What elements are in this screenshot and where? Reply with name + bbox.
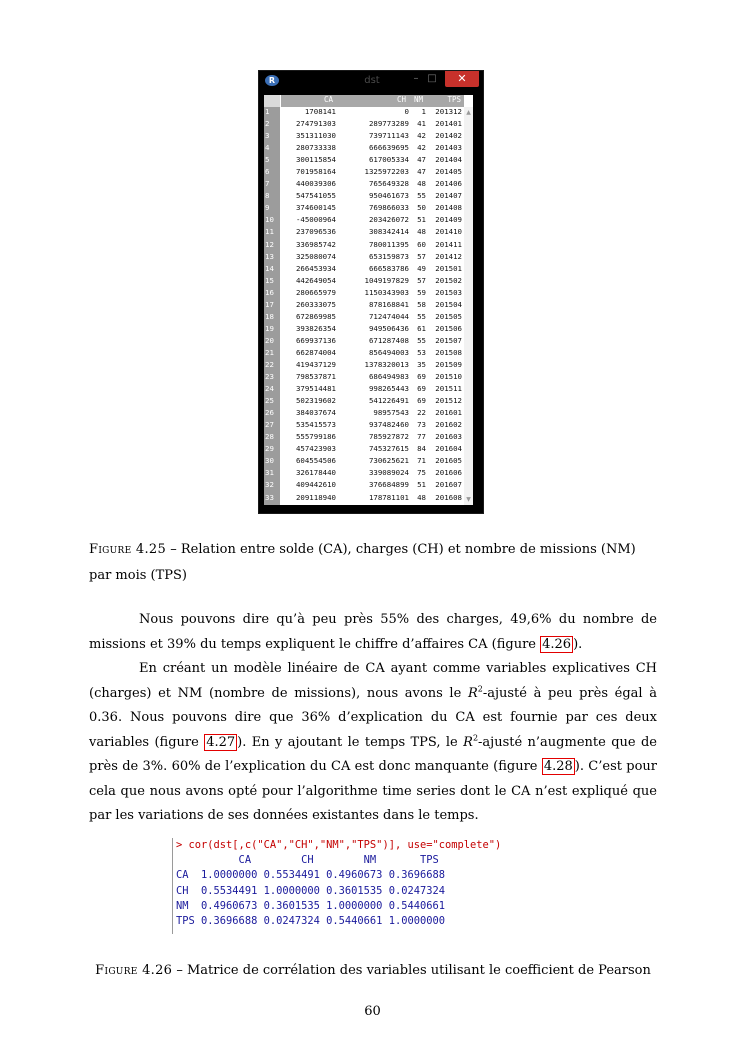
cell-tps: 201605 — [435, 456, 462, 466]
cell-ca: 604554506 — [295, 456, 336, 466]
row-number: 9 — [264, 203, 280, 215]
column-header-tps[interactable]: TPS — [426, 95, 464, 107]
cell-ca: 300115854 — [295, 155, 336, 165]
cell-ch: 937482460 — [368, 420, 409, 430]
text-run: ). C’est pour cela que nous avons opté pour l’algorithme time series dont le CA n’est expliqué que par les variations de ses données existantes dans le temps. — [89, 759, 658, 823]
cell-ch: 541226491 — [368, 396, 409, 406]
paragraph — [89, 608, 657, 657]
column-header-nm[interactable]: NM — [409, 95, 426, 107]
cell-ch: 712474044 — [368, 311, 409, 321]
cell-tps: 201402 — [435, 131, 462, 141]
row-number: 10 — [264, 215, 280, 227]
table-row[interactable] — [264, 372, 473, 384]
table-row[interactable] — [264, 167, 473, 179]
row-number: 3 — [264, 131, 280, 143]
cell-ca: 274791303 — [295, 119, 336, 129]
table-row[interactable] — [264, 493, 473, 505]
row-number: 1 — [264, 107, 280, 119]
cell-nm: 61 — [417, 323, 426, 333]
cell-ch: 666639695 — [368, 143, 409, 153]
cell-ca: 798537871 — [295, 372, 336, 382]
table-row[interactable] — [264, 107, 473, 119]
cell-nm: 57 — [417, 251, 426, 261]
cell-nm: 60 — [417, 239, 426, 249]
cell-tps: 201503 — [435, 287, 462, 297]
cell-nm: 53 — [417, 347, 426, 357]
table-row[interactable] — [264, 252, 473, 264]
figure-ref-link[interactable]: 4.28 — [543, 759, 573, 774]
cell-tps: 201508 — [435, 347, 462, 357]
table-row[interactable] — [264, 203, 473, 215]
cell-ch: 376684899 — [368, 480, 409, 490]
cell-ch: 785927872 — [368, 432, 409, 442]
table-row[interactable] — [264, 215, 473, 227]
table-row[interactable] — [264, 312, 473, 324]
cell-tps: 201606 — [435, 468, 462, 478]
row-number: 33 — [264, 493, 280, 505]
cell-nm: 1 — [421, 107, 426, 116]
text-run: En créant un modèle linéaire de CA ayant comme variables explicatives CH (charges) et NM (nombre de missions), nous avons le — [89, 661, 657, 701]
table-row[interactable] — [264, 468, 473, 480]
text-run: -ajusté à peu près égal à 0.36. Nous pouvons dire que 36% d’explication du CA est fournie par ces deux variables (figure — [89, 685, 657, 750]
window-titlebar[interactable] — [259, 71, 483, 91]
cell-tps: 201510 — [435, 372, 462, 382]
row-number: 11 — [264, 227, 280, 239]
scroll-up-icon[interactable]: ▲ — [466, 109, 471, 116]
cell-ch: 856494003 — [368, 347, 409, 357]
cell-ca: 280665979 — [295, 287, 336, 297]
table-row[interactable] — [264, 264, 473, 276]
cell-tps: 201507 — [435, 335, 462, 345]
cell-nm: 42 — [417, 131, 426, 141]
text-run: ). En y ajoutant le temps TPS, le — [237, 734, 464, 750]
cell-ca: -45000964 — [295, 215, 336, 225]
cell-tps: 201502 — [435, 275, 462, 285]
cell-ch: 653159873 — [368, 251, 409, 261]
cell-ca: 547541055 — [295, 191, 336, 201]
cell-tps: 201504 — [435, 299, 462, 309]
row-number: 17 — [264, 300, 280, 312]
cell-tps: 201404 — [435, 155, 462, 165]
row-number: 32 — [264, 480, 280, 492]
table-row[interactable] — [264, 179, 473, 191]
table-row[interactable] — [264, 480, 473, 492]
window-title: dst — [364, 75, 380, 86]
cell-nm: 51 — [417, 215, 426, 225]
cell-ca: 662874004 — [295, 347, 336, 357]
cell-nm: 69 — [417, 372, 426, 382]
vertical-scrollbar[interactable] — [464, 107, 473, 505]
row-number: 5 — [264, 155, 280, 167]
row-number: 27 — [264, 420, 280, 432]
cell-ch: 0 — [404, 107, 409, 116]
cell-ch: 308342414 — [368, 227, 409, 237]
cell-nm: 49 — [417, 263, 426, 273]
table-row[interactable] — [264, 396, 473, 408]
cell-tps: 201608 — [435, 492, 462, 502]
cell-tps: 201604 — [435, 444, 462, 454]
cell-ch: 666583786 — [368, 263, 409, 273]
cell-ch: 998265443 — [368, 384, 409, 394]
row-number: 4 — [264, 143, 280, 155]
cell-nm: 73 — [417, 420, 426, 430]
cell-ca: 457423903 — [295, 444, 336, 454]
cell-ca: 384037674 — [295, 408, 336, 418]
row-number: 20 — [264, 336, 280, 348]
table-row[interactable] — [264, 191, 473, 203]
cell-ca: 502319602 — [295, 396, 336, 406]
column-header-ca[interactable]: CA — [281, 95, 336, 107]
figure-ref-link[interactable]: 4.27 — [206, 734, 236, 750]
cell-ch: 98957543 — [373, 408, 409, 418]
caption-text: – Relation entre solde (CA), charges (CH) et nombre de missions (NM) par mois (TPS) — [89, 542, 636, 583]
cell-ch: 686494983 — [368, 372, 409, 382]
row-number: 12 — [264, 240, 280, 252]
cell-ca: 535415573 — [295, 420, 336, 430]
r-console-output — [172, 838, 572, 934]
cell-tps: 201506 — [435, 323, 462, 333]
cell-tps: 201312 — [435, 107, 462, 116]
table-row[interactable] — [264, 155, 473, 167]
cell-ca: 442649054 — [295, 275, 336, 285]
table-row[interactable] — [264, 324, 473, 336]
column-header-ch[interactable]: CH — [336, 95, 409, 107]
figure-4-26-caption — [89, 958, 657, 984]
cell-nm: 48 — [417, 227, 426, 237]
cell-tps: 201409 — [435, 215, 462, 225]
cell-tps: 201403 — [435, 143, 462, 153]
figure-label: Figure 4.25 — [89, 542, 167, 557]
text-run: ). — [573, 636, 583, 652]
cell-tps: 201401 — [435, 119, 462, 129]
cell-tps: 201410 — [435, 227, 462, 237]
row-number: 30 — [264, 456, 280, 468]
cell-nm: 59 — [417, 287, 426, 297]
cell-ca: 325080074 — [295, 251, 336, 261]
console-column-header: CA CH NM TPS — [176, 854, 439, 867]
cell-ca: 336985742 — [295, 239, 336, 249]
cell-nm: 35 — [417, 359, 426, 369]
cell-ch: 950461673 — [368, 191, 409, 201]
row-number: 15 — [264, 276, 280, 288]
cell-ca: 374600145 — [295, 203, 336, 213]
text-run: Nous pouvons dire qu’à peu près 55% des charges, 49,6% du nombre de missions et 39% du temps expliquent le chiffre d’affaires CA (figure — [89, 612, 657, 652]
cell-tps: 201603 — [435, 432, 462, 442]
paragraph — [89, 657, 657, 829]
caption-text: – Matrice de corrélation des variables utilisant le coefficient de Pearson — [172, 963, 651, 978]
cell-tps: 201411 — [435, 239, 462, 249]
data-grid[interactable] — [264, 95, 473, 505]
row-number: 24 — [264, 384, 280, 396]
r-logo-icon: R — [265, 75, 279, 86]
cell-nm: 55 — [417, 311, 426, 321]
console-row: NM 0.4960673 0.3601535 1.0000000 0.5440661 — [176, 899, 445, 912]
table-row[interactable] — [264, 384, 473, 396]
cell-nm: 48 — [417, 492, 426, 502]
row-number: 19 — [264, 324, 280, 336]
cell-nm: 75 — [417, 468, 426, 478]
cell-ch: 617005334 — [368, 155, 409, 165]
cell-ca: 326178440 — [295, 468, 336, 478]
cell-tps: 201505 — [435, 311, 462, 321]
row-number: 21 — [264, 348, 280, 360]
figure-4-25-caption — [89, 537, 657, 589]
cell-ca: 419437129 — [295, 359, 336, 369]
cell-ch: 739711143 — [368, 131, 409, 141]
cell-nm: 84 — [417, 444, 426, 454]
cell-tps: 201511 — [435, 384, 462, 394]
table-row[interactable] — [264, 444, 473, 456]
row-number: 18 — [264, 312, 280, 324]
cell-ca: 672869985 — [295, 311, 336, 321]
text-run: -ajusté n’augmente que de près de 3%. 60% de l’explication du CA est donc manquante (figure — [89, 734, 657, 774]
cell-tps: 201406 — [435, 179, 462, 189]
cell-tps: 201601 — [435, 408, 462, 418]
cell-nm: 50 — [417, 203, 426, 213]
cell-ch: 745327615 — [368, 444, 409, 454]
table-row[interactable] — [264, 300, 473, 312]
console-command: > cor(dst[,c("CA","CH","NM","TPS")], use="complete") — [176, 839, 502, 851]
row-number: 31 — [264, 468, 280, 480]
cell-ca: 393826354 — [295, 323, 336, 333]
cell-nm: 69 — [417, 396, 426, 406]
cell-nm: 58 — [417, 299, 426, 309]
r-squared-symbol: R — [463, 734, 473, 750]
cell-nm: 69 — [417, 384, 426, 394]
cell-tps: 201602 — [435, 420, 462, 430]
row-number: 16 — [264, 288, 280, 300]
cell-nm: 57 — [417, 275, 426, 285]
cell-tps: 201512 — [435, 396, 462, 406]
row-number: 7 — [264, 179, 280, 191]
cell-ch: 878168841 — [368, 299, 409, 309]
cell-ca: 266453934 — [295, 263, 336, 273]
cell-ca: 280733338 — [295, 143, 336, 153]
cell-nm: 71 — [417, 456, 426, 466]
body-text — [89, 608, 657, 829]
cell-ch: 289773289 — [368, 119, 409, 129]
console-row: TPS 0.3696688 0.0247324 0.5440661 1.0000000 — [176, 915, 445, 928]
page-number: 60 — [364, 1004, 381, 1019]
cell-ca: 409442610 — [295, 480, 336, 490]
cell-nm: 77 — [417, 432, 426, 442]
cell-ch: 765649328 — [368, 179, 409, 189]
cell-tps: 201405 — [435, 167, 462, 177]
cell-ch: 1378320013 — [364, 359, 409, 369]
table-row[interactable] — [264, 408, 473, 420]
close-button[interactable]: ✕ — [445, 71, 479, 87]
cell-tps: 201501 — [435, 263, 462, 273]
row-number: 28 — [264, 432, 280, 444]
cell-ca: 440039306 — [295, 179, 336, 189]
row-number: 6 — [264, 167, 280, 179]
cell-nm: 47 — [417, 155, 426, 165]
cell-nm: 48 — [417, 179, 426, 189]
table-row[interactable] — [264, 240, 473, 252]
figure-ref-link[interactable]: 4.26 — [542, 636, 572, 652]
grid-corner — [264, 95, 280, 107]
cell-ca: 209118940 — [295, 492, 336, 502]
maximize-button[interactable]: □ — [427, 73, 437, 84]
cell-ca: 260333075 — [295, 299, 336, 309]
superscript: 2 — [477, 684, 483, 694]
table-row[interactable] — [264, 456, 473, 468]
cell-ch: 203426072 — [368, 215, 409, 225]
cell-tps: 201509 — [435, 359, 462, 369]
console-row: CH 0.5534491 1.0000000 0.3601535 0.0247324 — [176, 884, 445, 897]
cell-ch: 1150343903 — [364, 287, 409, 297]
cell-nm: 51 — [417, 480, 426, 490]
cell-ch: 769866033 — [368, 203, 409, 213]
row-number: 13 — [264, 252, 280, 264]
cell-nm: 47 — [417, 167, 426, 177]
cell-ca: 555799186 — [295, 432, 336, 442]
row-number: 22 — [264, 360, 280, 372]
r-squared-symbol: R — [467, 685, 478, 701]
cell-tps: 201407 — [435, 191, 462, 201]
cell-tps: 201408 — [435, 203, 462, 213]
cell-nm: 55 — [417, 335, 426, 345]
cell-ch: 1049197829 — [364, 275, 409, 285]
cell-ca: 1708141 — [304, 107, 336, 116]
cell-nm: 22 — [417, 408, 426, 418]
row-number: 14 — [264, 264, 280, 276]
r-data-viewer-window — [258, 70, 484, 514]
cell-nm: 42 — [417, 143, 426, 153]
cell-ca: 701958164 — [295, 167, 336, 177]
table-row[interactable] — [264, 143, 473, 155]
cell-ch: 1325972203 — [364, 167, 409, 177]
row-number: 23 — [264, 372, 280, 384]
cell-ch: 671287408 — [368, 335, 409, 345]
cell-tps: 201607 — [435, 480, 462, 490]
table-row[interactable] — [264, 288, 473, 300]
cell-ca: 237096536 — [295, 227, 336, 237]
row-number: 8 — [264, 191, 280, 203]
cell-ch: 780011395 — [368, 239, 409, 249]
table-row[interactable] — [264, 420, 473, 432]
table-row[interactable] — [264, 432, 473, 444]
table-row[interactable] — [264, 119, 473, 131]
scroll-down-icon[interactable]: ▼ — [466, 496, 471, 503]
superscript: 2 — [472, 733, 479, 743]
cell-nm: 55 — [417, 191, 426, 201]
cell-tps: 201412 — [435, 251, 462, 261]
table-row[interactable] — [264, 131, 473, 143]
row-number: 25 — [264, 396, 280, 408]
cell-ch: 949506436 — [368, 323, 409, 333]
cell-ch: 730625621 — [368, 456, 409, 466]
console-row: CA 1.0000000 0.5534491 0.4960673 0.3696688 — [176, 869, 445, 882]
table-row[interactable] — [264, 360, 473, 372]
cell-ch: 178781101 — [368, 492, 409, 502]
grid-rows — [264, 107, 473, 505]
figure-label: Figure 4.26 — [95, 963, 173, 978]
cell-nm: 41 — [417, 119, 426, 129]
grid-header — [264, 95, 473, 107]
cell-ca: 669937136 — [295, 335, 336, 345]
cell-ca: 379514481 — [295, 384, 336, 394]
table-row[interactable] — [264, 227, 473, 239]
cell-ca: 351311030 — [295, 131, 336, 141]
row-number: 26 — [264, 408, 280, 420]
minimize-button[interactable]: – — [413, 73, 419, 84]
table-row[interactable] — [264, 336, 473, 348]
row-number: 2 — [264, 119, 280, 131]
row-number: 29 — [264, 444, 280, 456]
table-row[interactable] — [264, 276, 473, 288]
cell-ch: 339089024 — [368, 468, 409, 478]
table-row[interactable] — [264, 348, 473, 360]
